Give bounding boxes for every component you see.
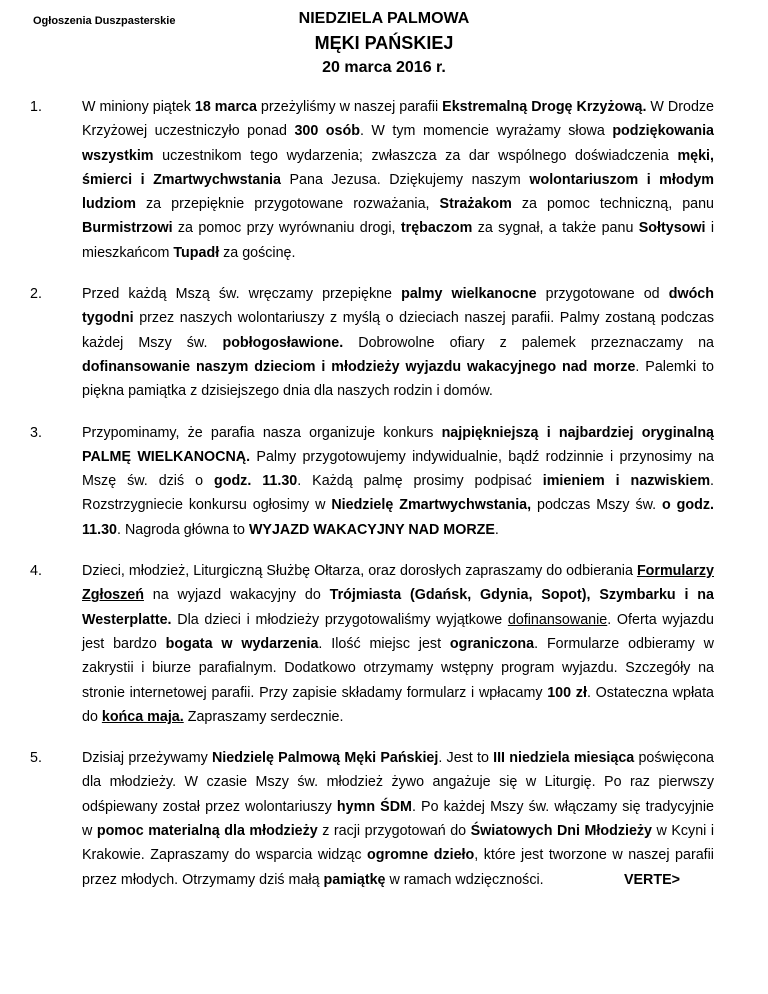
title-line-1: NIEDZIELA PALMOWA <box>298 10 470 27</box>
text-segment: w Kcyni i Krakowie. Zapraszamy do wsparcia widząc <box>82 823 715 864</box>
emphasis-text: najpiękniejszą i najbardziej oryginalną PALMĘ WIELKANOCNĄ. <box>82 424 715 465</box>
announcement-item <box>30 421 715 542</box>
title-line-2: MĘKI PAŃSKIEJ <box>314 33 454 53</box>
emphasis-text: pobłogosławione. <box>222 334 344 351</box>
text-segment: i mieszkańcom <box>82 220 714 261</box>
emphasis-text: 18 marca <box>194 99 257 115</box>
text-segment: Dzieci, młodzież, Liturgiczną Służbę Ołtarza, oraz dorosłych zapraszamy do odbierania <box>82 563 637 580</box>
emphasis-text: III niedziela miesiąca <box>493 750 635 767</box>
emphasis-text: palmy wielkanocne <box>401 286 537 303</box>
verte-label: VERTE> <box>623 871 680 888</box>
emphasis-text: ograniczona <box>449 635 535 652</box>
emphasis-text: Sołtysowi <box>638 220 706 237</box>
emphasis-text: 100 zł <box>547 684 587 701</box>
title-date: 20 marca 2016 r. <box>322 59 446 76</box>
emphasis-text: imieniem i nazwiskiem <box>542 473 711 490</box>
emphasis-text <box>102 709 184 725</box>
emphasis-text: o godz. 11.30 <box>82 497 714 538</box>
emphasis-text: męki, śmierci i Zmartwychwstania <box>82 147 714 188</box>
text-segment: Palmy przygotowujemy indywidualnie, bądź rodzinnie i przynosimy na Mszę św. dziś o <box>82 448 714 490</box>
text-segment: . W tym momencie wyrażamy słowa <box>359 123 613 140</box>
emphasis-text: Ekstremalną Drogę Krzyżową. <box>442 99 647 115</box>
text-segment <box>508 612 607 628</box>
text-segment: Dzisiaj przeżywamy <box>82 750 212 767</box>
emphasis-text: WYJAZD WAKACYJNY NAD MORZE <box>248 521 495 538</box>
text-segment: podczas Mszy św. <box>531 497 663 514</box>
item-number: 4. <box>30 563 42 580</box>
text-segment: poświęcona dla młodzieży. W czasie Mszy św. młodzież żywo angażuje się w Liturgię. Po raz pierwszy odśpiewany został przez wolontariuszy <box>82 750 714 815</box>
text-segment: . Oferta wyjazdu jest bardzo <box>82 611 715 652</box>
text-segment: . Każdą palmę prosimy podpisać <box>297 473 543 490</box>
text-segment: za gościnę. <box>219 244 296 261</box>
emphasis-text: Tupadł <box>173 244 220 261</box>
announcements-list <box>0 95 768 909</box>
text-segment: za pomoc techniczną, panu <box>511 196 714 213</box>
emphasis-text: podziękowania wszystkim <box>82 123 714 164</box>
text-segment: na wyjazd wakacyjny do <box>143 587 330 604</box>
item-number: 1. <box>30 99 42 115</box>
text-segment: z racji przygotowań do <box>317 823 471 840</box>
emphasis-text: Trójmiasta (Gdańsk, Gdynia, Sopot), Szymbarku i na Westerplatte. <box>82 587 714 628</box>
announcement-text <box>82 425 714 538</box>
emphasis-text: ogromne dzieło <box>367 847 475 864</box>
text-segment: W miniony piątek <box>82 99 195 115</box>
text-segment: . Nagroda główna to <box>117 521 249 538</box>
emphasis-text: hymn ŚDM <box>336 798 412 815</box>
text-segment: za pomoc przy wyrównaniu drogi, <box>172 220 401 237</box>
underlined-text: końca maja. <box>101 708 184 725</box>
text-segment: Zapraszamy serdecznie. <box>183 708 344 725</box>
text-segment: W Drodze Krzyżowej uczestniczyło ponad <box>82 99 714 140</box>
text-segment: Dla dzieci i młodzieży przygotowaliśmy wyjątkowe <box>171 611 508 628</box>
emphasis-text: dwóch tygodni <box>82 286 714 327</box>
text-segment: uczestnikom tego wydarzenia; zwłaszcza za dar wspólnego doświadczenia <box>153 147 678 164</box>
text-segment: za sygnał, a także panu <box>472 220 639 237</box>
emphasis-text: Światowych Dni Młodzieży <box>470 823 653 840</box>
text-segment: Przed każdą Mszą św. wręczamy przepiękne <box>82 286 402 303</box>
emphasis-text: Niedzielę Zmartwychwstania, <box>331 497 532 514</box>
text-segment: przeżyliśmy w naszej parafii <box>256 99 443 115</box>
emphasis-text: trębaczom <box>400 220 473 237</box>
emphasis-text: 300 osób <box>294 123 360 140</box>
emphasis-text: Strażakom <box>439 196 512 213</box>
announcement-item <box>30 282 714 403</box>
announcement-text <box>82 99 714 261</box>
underlined-text: dofinansowanie <box>507 611 608 628</box>
item-number: 5. <box>30 750 42 767</box>
page-title <box>0 8 768 80</box>
emphasis-text: bogata w wydarzenia <box>165 635 319 652</box>
text-segment: . Jest to <box>438 750 494 767</box>
underlined-text: Formularzy Zgłoszeń <box>82 563 714 604</box>
text-segment: przygotowane od <box>536 286 669 303</box>
text-segment: . Formularze odbieramy w zakrystii i biurze parafialnym. Dodatkowo otrzymamy wstępny program wyjazdu. Szczegóły na stronie internetowej parafii. Przy zapisie składamy formularz i wpłacamy <box>82 635 714 701</box>
announcement-text <box>82 286 714 399</box>
text-segment: , które jest tworzone w naszej parafii przez młodych. Otrzymamy dziś małą <box>82 847 714 888</box>
text-segment: przez naszych wolontariuszy z myślą o dzieciach naszej parafii. Palmy zostaną podczas każdej Mszy św. <box>82 310 714 351</box>
announcement-text <box>82 750 714 887</box>
text-segment: . Rozstrzygniecie konkursu ogłosimy w <box>82 473 715 514</box>
text-segment: . Po każdej Mszy św. włączamy się tradycyjnie w <box>82 798 714 840</box>
text-segment: . Palemki to piękna pamiątka z dzisiejszego dnia dla naszych rodzin i domów. <box>82 358 714 400</box>
emphasis-text: Burmistrzowi <box>82 220 173 237</box>
text-segment: . <box>494 521 499 538</box>
text-segment: . Ostateczna wpłata do <box>82 684 714 725</box>
text-segment: Dobrowolne ofiary z palemek przeznaczamy na <box>343 334 714 351</box>
announcement-item <box>30 746 715 892</box>
emphasis-text: pamiątkę <box>323 871 386 888</box>
text-segment: Przypominamy, że parafia nasza organizuje konkurs <box>82 424 442 441</box>
emphasis-text: pomoc materialną dla młodzieży <box>96 823 318 840</box>
announcement-item <box>30 95 714 265</box>
header-corner-label: Ogłoszenia Duszpasterskie <box>33 15 176 27</box>
item-number: 2. <box>30 286 42 303</box>
text-segment: . Ilość miejsc jest <box>318 635 450 652</box>
item-number: 3. <box>30 424 42 441</box>
announcement-text <box>82 563 714 725</box>
emphasis-text: godz. 11.30 <box>213 473 298 490</box>
text-segment: za przepięknie przygotowane rozważania, <box>136 196 440 213</box>
text-segment: w ramach wdzięczności. <box>385 871 544 888</box>
emphasis-text: dofinansowanie naszym dzieciom i młodzieży wyjazdu wakacyjnego nad morze <box>82 358 636 375</box>
text-segment: Pana Jezusa. Dziękujemy naszym <box>281 171 530 188</box>
emphasis-text: wolontariuszom i młodym ludziom <box>82 171 714 213</box>
emphasis-text: Niedzielę Palmową Męki Pańskiej <box>211 750 439 767</box>
announcement-item <box>30 559 715 729</box>
